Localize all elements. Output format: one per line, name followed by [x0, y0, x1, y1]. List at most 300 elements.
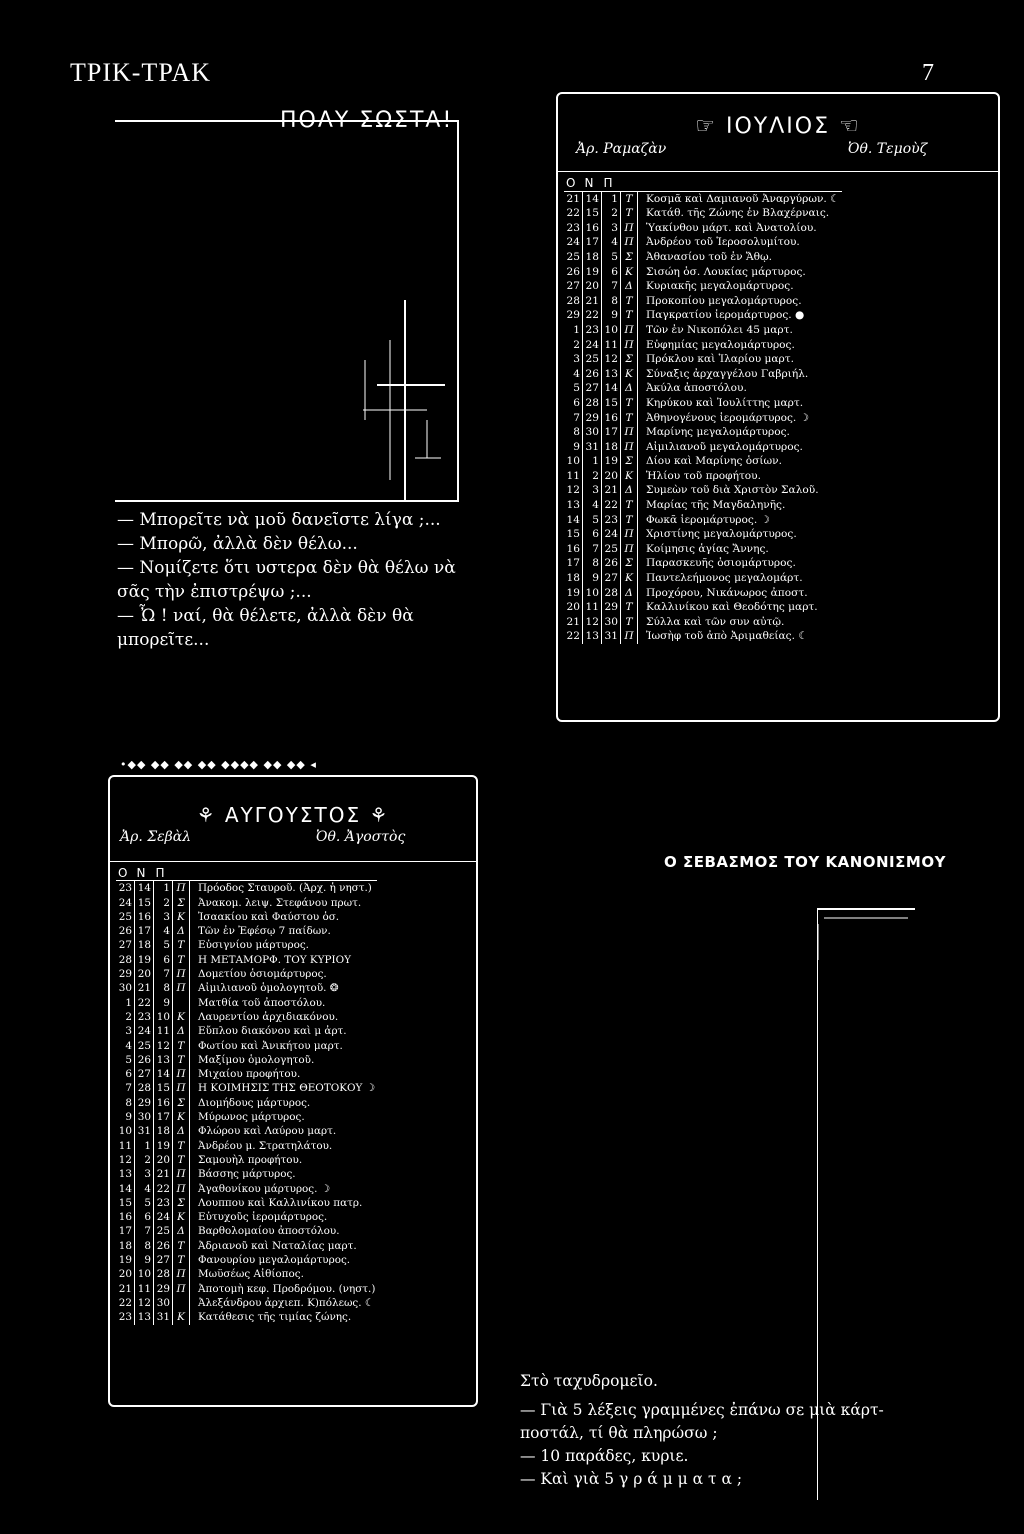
table-row [564, 323, 842, 338]
saint-entry: Αἰμιλιανοῦ ὁμολογητοῦ. ❂ [198, 982, 339, 995]
saint-entry: Σύλλα καὶ τῶν συν αὐτῷ. [646, 615, 785, 628]
new-style-day: 3 [583, 483, 602, 498]
hijri-day: 12 [602, 352, 621, 367]
old-style-day: 12 [116, 1153, 135, 1167]
table-row [564, 586, 842, 601]
new-style-day: 17 [135, 924, 154, 938]
saint-entry: Κυριακῆς μεγαλομάρτυρος. [646, 280, 794, 293]
old-style-day: 9 [116, 1110, 135, 1124]
caption-line: — Καὶ γιὰ 5 γ ρ ά μ μ α τ α ; [520, 1470, 743, 1488]
weekday-letter: Σ [621, 352, 638, 367]
old-style-day: 2 [116, 1010, 135, 1024]
hijri-day: 3 [154, 910, 173, 924]
table-row [564, 294, 842, 309]
weekday-letter: Π [173, 1167, 190, 1181]
hijri-day: 26 [154, 1239, 173, 1253]
saint-entry: Ἰσαακίου καὶ Φαύστου ὁσ. [198, 910, 340, 923]
hijri-day: 20 [602, 469, 621, 484]
old-style-day: 18 [564, 571, 583, 586]
old-style-day: 15 [116, 1196, 135, 1210]
weekday-letter: Τ [173, 1139, 190, 1153]
hijri-day: 24 [154, 1210, 173, 1224]
saint-entry: Μαρίας τῆς Μαγδαληνῆς. [646, 499, 786, 512]
saint-entry: Χριστίνης μεγαλομάρτυρος. [646, 528, 797, 541]
table-row [564, 498, 842, 513]
new-style-day: 31 [583, 440, 602, 455]
hijri-day: 10 [602, 323, 621, 338]
saint-entry: Ἡλίου τοῦ προφήτου. [646, 469, 761, 482]
old-style-day: 6 [116, 1067, 135, 1081]
table-row [564, 265, 842, 280]
new-style-day: 20 [135, 967, 154, 981]
hijri-day: 7 [602, 279, 621, 294]
august-ottoman-month: Ὀθ. Ἀγοστὸς [316, 829, 406, 845]
new-style-day: 7 [135, 1224, 154, 1238]
august-title: ΑΥΓΟΥΣΤΟΣ [224, 803, 362, 827]
new-style-day: 12 [135, 1296, 154, 1310]
hijri-day: 29 [154, 1282, 173, 1296]
table-row [564, 425, 842, 440]
old-style-day: 10 [564, 454, 583, 469]
new-style-day: 28 [583, 396, 602, 411]
table-row [116, 967, 377, 981]
table-row [116, 1053, 377, 1067]
weekday-letter: Σ [173, 896, 190, 910]
table-row [116, 1239, 377, 1253]
hijri-day: 29 [602, 600, 621, 615]
hijri-day: 21 [154, 1167, 173, 1181]
hijri-day: 13 [602, 367, 621, 382]
old-style-day: 13 [564, 498, 583, 513]
hijri-day: 11 [602, 338, 621, 353]
july-ottoman-month: Ὀθ. Τεμοὺζ [848, 141, 928, 157]
new-style-day: 5 [135, 1196, 154, 1210]
august-calendar [108, 775, 478, 1407]
hijri-day: 8 [602, 294, 621, 309]
table-row [564, 571, 842, 586]
table-row [116, 1282, 377, 1296]
saint-entry: Προχόρου, Νικάνωρος ἀποστ. [646, 586, 808, 599]
old-style-day: 28 [116, 953, 135, 967]
saint-entry: Εὐτυχοῦς ἱερομάρτυρος. [198, 1211, 328, 1224]
weekday-letter: Κ [173, 910, 190, 924]
new-style-day: 23 [135, 1010, 154, 1024]
weekday-letter: Π [621, 323, 638, 338]
new-style-day: 8 [583, 556, 602, 571]
hijri-day: 19 [154, 1139, 173, 1153]
new-style-day: 26 [135, 1053, 154, 1067]
new-style-day: 22 [583, 308, 602, 323]
old-style-day: 6 [564, 396, 583, 411]
new-style-day: 12 [583, 615, 602, 630]
new-style-day: 6 [583, 527, 602, 542]
table-row [116, 881, 377, 896]
hijri-day: 8 [154, 981, 173, 995]
old-style-day: 4 [116, 1039, 135, 1053]
col-header: Ν [583, 176, 602, 191]
old-style-day: 12 [564, 483, 583, 498]
new-style-day: 9 [135, 1253, 154, 1267]
weekday-letter: Π [621, 440, 638, 455]
ornament-divider: •◆◆ ◆◆ ◆◆ ◆◆ ◆◆◆◆ ◆◆ ◆◆ ◂ [120, 758, 317, 771]
table-row [564, 279, 842, 294]
cartoon-dialog [117, 508, 472, 652]
new-style-day: 9 [583, 571, 602, 586]
old-style-day: 3 [564, 352, 583, 367]
weekday-letter: Τ [621, 411, 638, 426]
weekday-letter: Δ [173, 924, 190, 938]
weekday-letter: Τ [621, 615, 638, 630]
table-row [564, 396, 842, 411]
weekday-letter: Τ [173, 1053, 190, 1067]
saint-entry: Αἰμιλιανοῦ μεγαλομάρτυρος. [646, 440, 803, 453]
new-style-day: 16 [135, 910, 154, 924]
hijri-day: 19 [602, 454, 621, 469]
new-style-day: 4 [583, 498, 602, 513]
table-row [116, 1310, 377, 1324]
magazine-title: ΤΡΙΚ-ΤΡΑΚ [70, 58, 211, 87]
new-style-day: 25 [135, 1039, 154, 1053]
new-style-day: 24 [583, 338, 602, 353]
weekday-letter: Δ [173, 1224, 190, 1238]
saint-entry: Ἀποτομὴ κεφ. Προδρόμου. (νηστ.) [198, 1282, 376, 1295]
hijri-day: 1 [602, 191, 621, 206]
weekday-letter: Τ [173, 1039, 190, 1053]
new-style-day: 5 [583, 513, 602, 528]
hijri-day: 2 [602, 206, 621, 221]
new-style-day: 11 [135, 1282, 154, 1296]
saint-entry: Κοίμησις ἁγίας Ἄννης. [646, 542, 769, 555]
july-table [564, 176, 842, 644]
weekday-letter: Κ [173, 1310, 190, 1324]
hijri-day: 22 [154, 1182, 173, 1196]
table-row [116, 953, 377, 967]
weekday-letter: Σ [621, 556, 638, 571]
new-style-day: 4 [135, 1182, 154, 1196]
saint-entry: Η ΜΕΤΑΜΟΡΦ. ΤΟΥ ΚΥΡΙΟΥ [198, 953, 352, 966]
table-row [116, 938, 377, 952]
weekday-letter: Τ [621, 396, 638, 411]
new-style-day: 20 [583, 279, 602, 294]
table-row [564, 629, 842, 644]
saint-entry: Σισώη ὁσ. Λουκίας μάρτυρος. [646, 265, 806, 278]
table-row [116, 1224, 377, 1238]
weekday-letter: Τ [621, 498, 638, 513]
table-row [116, 1167, 377, 1181]
old-style-day: 24 [564, 235, 583, 250]
table-row [564, 469, 842, 484]
saint-entry: Ματθία τοῦ ἀποστόλου. [198, 996, 326, 1009]
saint-entry: Ἀγαθονίκου μάρτυρος. ☽ [198, 1182, 331, 1195]
old-style-day: 15 [564, 527, 583, 542]
table-row [116, 924, 377, 938]
hijri-day: 15 [154, 1081, 173, 1095]
saint-entry: Μύρωνος μάρτυρος. [198, 1111, 305, 1124]
table-row [116, 1081, 377, 1095]
hijri-day: 27 [602, 571, 621, 586]
weekday-letter: Π [621, 629, 638, 644]
new-style-day: 22 [135, 996, 154, 1010]
weekday-letter: Π [173, 1267, 190, 1281]
old-style-day: 29 [564, 308, 583, 323]
table-row [116, 910, 377, 924]
old-style-day: 10 [116, 1124, 135, 1138]
hijri-day: 27 [154, 1253, 173, 1267]
new-style-day: 10 [135, 1267, 154, 1281]
new-style-day: 13 [583, 629, 602, 644]
table-row [564, 527, 842, 542]
saint-entry: Συμεὼν τοῦ διὰ Χριστὸν Σαλοῦ. [646, 484, 819, 497]
new-style-day: 21 [135, 981, 154, 995]
saint-entry: Πρόκλου καὶ Ἱλαρίου μαρτ. [646, 353, 795, 366]
saint-entry: Κοσμᾶ καὶ Δαμιανοῦ Ἀναργύρων. ☾ [646, 192, 840, 205]
old-style-day: 7 [564, 411, 583, 426]
saint-entry: Σύναξις ἀρχαγγέλου Γαβριήλ. [646, 367, 809, 380]
new-style-day: 29 [583, 411, 602, 426]
saint-entry: Ἀθηνογένους ἱερομάρτυρος. ☽ [646, 411, 810, 424]
table-row [116, 1110, 377, 1124]
hijri-day: 25 [154, 1224, 173, 1238]
saint-entry: Μαρίνης μεγαλομάρτυρος. [646, 426, 790, 439]
hijri-day: 21 [602, 483, 621, 498]
old-style-day: 5 [564, 381, 583, 396]
table-row [564, 381, 842, 396]
new-style-day: 19 [135, 953, 154, 967]
old-style-day: 23 [564, 221, 583, 236]
saint-entry: Ἀδριανοῦ καὶ Ναταλίας μαρτ. [198, 1239, 357, 1252]
new-style-day: 15 [135, 896, 154, 910]
post-office-caption [520, 1370, 900, 1491]
saint-entry: Ἀθανασίου τοῦ ἐν Ἄθῳ. [646, 250, 773, 263]
hijri-day: 18 [154, 1124, 173, 1138]
old-style-day: 3 [116, 1024, 135, 1038]
new-style-day: 29 [135, 1096, 154, 1110]
caption-line: ποστάλ, τί θὰ πληρώσω ; [520, 1424, 718, 1442]
new-style-day: 8 [135, 1239, 154, 1253]
old-style-day: 25 [564, 250, 583, 265]
old-style-day: 7 [116, 1081, 135, 1095]
saint-entry: Προκοπίου μεγαλομάρτυρος. [646, 294, 802, 307]
old-style-day: 11 [564, 469, 583, 484]
new-style-day: 2 [583, 469, 602, 484]
saint-entry: Η ΚΟΙΜΗΣΙΣ ΤΗΣ ΘΕΟΤΟΚΟΥ ☽ [198, 1082, 376, 1095]
table-row [564, 454, 842, 469]
old-style-day: 21 [564, 191, 583, 206]
table-row [564, 308, 842, 323]
new-style-day: 26 [583, 367, 602, 382]
table-row [116, 1296, 377, 1310]
new-style-day: 1 [583, 454, 602, 469]
weekday-letter: Δ [173, 1024, 190, 1038]
table-row [116, 1096, 377, 1110]
weekday-letter: Κ [621, 265, 638, 280]
old-style-day: 2 [564, 338, 583, 353]
table-row [564, 367, 842, 382]
old-style-day: 24 [116, 896, 135, 910]
weekday-letter: Τ [621, 294, 638, 309]
hijri-day: 17 [154, 1110, 173, 1124]
saint-entry: Εὔπλου διακόνου καὶ μ ἀρτ. [198, 1025, 347, 1038]
hijri-day: 6 [154, 953, 173, 967]
hijri-day: 30 [154, 1296, 173, 1310]
hijri-day: 16 [602, 411, 621, 426]
dialog-line: — Μπορῶ, ἀλλὰ δὲν θέλω... [117, 534, 358, 554]
table-row [564, 338, 842, 353]
old-style-day: 17 [564, 556, 583, 571]
old-style-day: 28 [564, 294, 583, 309]
weekday-letter [173, 996, 190, 1010]
weekday-letter: Π [173, 967, 190, 981]
table-row [116, 1039, 377, 1053]
new-style-day: 18 [135, 938, 154, 952]
august-table [116, 866, 377, 1325]
hijri-day: 30 [602, 615, 621, 630]
table-row [564, 615, 842, 630]
new-style-day: 14 [135, 881, 154, 896]
hijri-day: 23 [602, 513, 621, 528]
hijri-day: 1 [154, 881, 173, 896]
saint-entry: Φωκᾶ ἱερομάρτυρος. ☽ [646, 513, 771, 526]
cartoon-drawing-icon [115, 120, 457, 500]
weekday-letter: Τ [173, 953, 190, 967]
table-row [116, 1267, 377, 1281]
old-style-day: 22 [116, 1296, 135, 1310]
weekday-letter: Κ [621, 469, 638, 484]
hijri-day: 10 [154, 1010, 173, 1024]
july-arabic-month: Ἀρ. Ραμαζὰν [576, 141, 667, 157]
old-style-day: 26 [564, 265, 583, 280]
table-row [564, 191, 842, 206]
saint-entry: Παγκρατίου ἱερομάρτυρος. ● [646, 309, 805, 322]
dialog-line: — Ὦ ! ναί, θὰ θέλετε, ἀλλὰ δὲν θὰ μπορεῖτε... [117, 606, 414, 650]
table-row [116, 1067, 377, 1081]
table-row [564, 542, 842, 557]
table-row [116, 1024, 377, 1038]
saint-entry: Μωϋσέως Αἰθίοπος. [198, 1268, 304, 1281]
new-style-day: 31 [135, 1124, 154, 1138]
table-row [564, 206, 842, 221]
saint-entry: Ὑακίνθου μάρτ. καὶ Ἀνατολίου. [646, 221, 817, 234]
weekday-letter: Τ [173, 1153, 190, 1167]
new-style-day: 17 [583, 235, 602, 250]
saint-entry: Κατάθ. τῆς Ζώνης ἐν Βλαχέρναις. [646, 207, 830, 220]
weekday-letter: Π [621, 338, 638, 353]
dialog-line: — Μπορεῖτε νὰ μοῦ δανεῖστε λίγα ;... [117, 510, 441, 530]
new-style-day: 19 [583, 265, 602, 280]
hand-icon: ☜ [839, 114, 861, 139]
weekday-letter [173, 1296, 190, 1310]
old-style-day: 1 [564, 323, 583, 338]
hijri-day: 20 [154, 1153, 173, 1167]
saint-entry: Λαυρεντίου ἀρχιδιακόνου. [198, 1010, 339, 1023]
saint-entry: Εὐσιγνίου μάρτυρος. [198, 939, 309, 952]
new-style-day: 30 [583, 425, 602, 440]
hijri-day: 28 [154, 1267, 173, 1281]
saint-entry: Ἀκύλα ἀποστόλου. [646, 382, 747, 395]
hijri-day: 11 [154, 1024, 173, 1038]
saint-entry: Παρασκευῆς ὁσιομάρτυρος. [646, 557, 796, 570]
old-style-day: 16 [116, 1210, 135, 1224]
old-style-day: 21 [564, 615, 583, 630]
old-style-day: 26 [116, 924, 135, 938]
hijri-day: 24 [602, 527, 621, 542]
table-row [116, 1153, 377, 1167]
old-style-day: 25 [116, 910, 135, 924]
weekday-letter: Κ [173, 1210, 190, 1224]
old-style-day: 18 [116, 1239, 135, 1253]
hijri-day: 28 [602, 586, 621, 601]
table-row [564, 440, 842, 455]
new-style-day: 3 [135, 1167, 154, 1181]
hijri-day: 4 [154, 924, 173, 938]
weekday-letter: Π [621, 527, 638, 542]
weekday-letter: Σ [621, 454, 638, 469]
saint-entry: Μαξίμου ὁμολογητοῦ. [198, 1053, 315, 1066]
weekday-letter: Τ [173, 1239, 190, 1253]
table-row [564, 483, 842, 498]
hijri-day: 4 [602, 235, 621, 250]
new-style-day: 27 [135, 1067, 154, 1081]
table-row [564, 250, 842, 265]
old-style-day: 16 [564, 542, 583, 557]
weekday-letter: Τ [621, 206, 638, 221]
saint-entry: Σαμουὴλ προφήτου. [198, 1153, 303, 1166]
weekday-letter: Δ [621, 381, 638, 396]
saint-entry: Ἀνακομ. λειψ. Στεφάνου πρωτ. [198, 896, 362, 909]
saint-entry: Παντελεήμονος μεγαλομάρτ. [646, 572, 803, 585]
old-style-day: 29 [116, 967, 135, 981]
saint-entry: Κατάθεσις τῆς τιμίας ζώνης. [198, 1311, 352, 1324]
table-row [116, 996, 377, 1010]
weekday-letter: Δ [621, 586, 638, 601]
saint-entry: Φανουρίου μεγαλομάρτυρος. [198, 1254, 351, 1267]
hijri-day: 23 [154, 1196, 173, 1210]
table-row [564, 411, 842, 426]
old-style-day: 19 [564, 586, 583, 601]
new-style-day: 24 [135, 1024, 154, 1038]
hijri-day: 2 [154, 896, 173, 910]
table-row [116, 981, 377, 995]
weekday-letter: Δ [621, 483, 638, 498]
new-style-day: 13 [135, 1310, 154, 1324]
hijri-day: 31 [602, 629, 621, 644]
new-style-day: 7 [583, 542, 602, 557]
weekday-letter: Σ [173, 1196, 190, 1210]
hijri-day: 9 [602, 308, 621, 323]
hijri-day: 15 [602, 396, 621, 411]
saint-entry: Διομήδους μάρτυρος. [198, 1096, 311, 1109]
new-style-day: 18 [583, 250, 602, 265]
new-style-day: 14 [583, 191, 602, 206]
saint-entry: Πρόοδος Σταυροῦ. (Ἀρχ. ἡ νηστ.) [198, 882, 372, 895]
old-style-day: 22 [564, 206, 583, 221]
old-style-day: 8 [116, 1096, 135, 1110]
hijri-day: 18 [602, 440, 621, 455]
new-style-day: 27 [583, 381, 602, 396]
weekday-letter: Κ [621, 367, 638, 382]
weekday-letter: Δ [621, 279, 638, 294]
new-style-day: 6 [135, 1210, 154, 1224]
old-style-day: 21 [116, 1282, 135, 1296]
weekday-letter: Τ [173, 938, 190, 952]
hijri-day: 3 [602, 221, 621, 236]
caption-line: — 10 παράδες, κυριε. [520, 1447, 689, 1465]
weekday-letter: Π [173, 1081, 190, 1095]
table-row [116, 1182, 377, 1196]
caption-line: — Γιὰ 5 λέξεις γραμμένες ἐπάνω σε μιὰ κάρτ- [520, 1401, 884, 1419]
new-style-day: 28 [135, 1081, 154, 1095]
weekday-letter: Τ [621, 600, 638, 615]
